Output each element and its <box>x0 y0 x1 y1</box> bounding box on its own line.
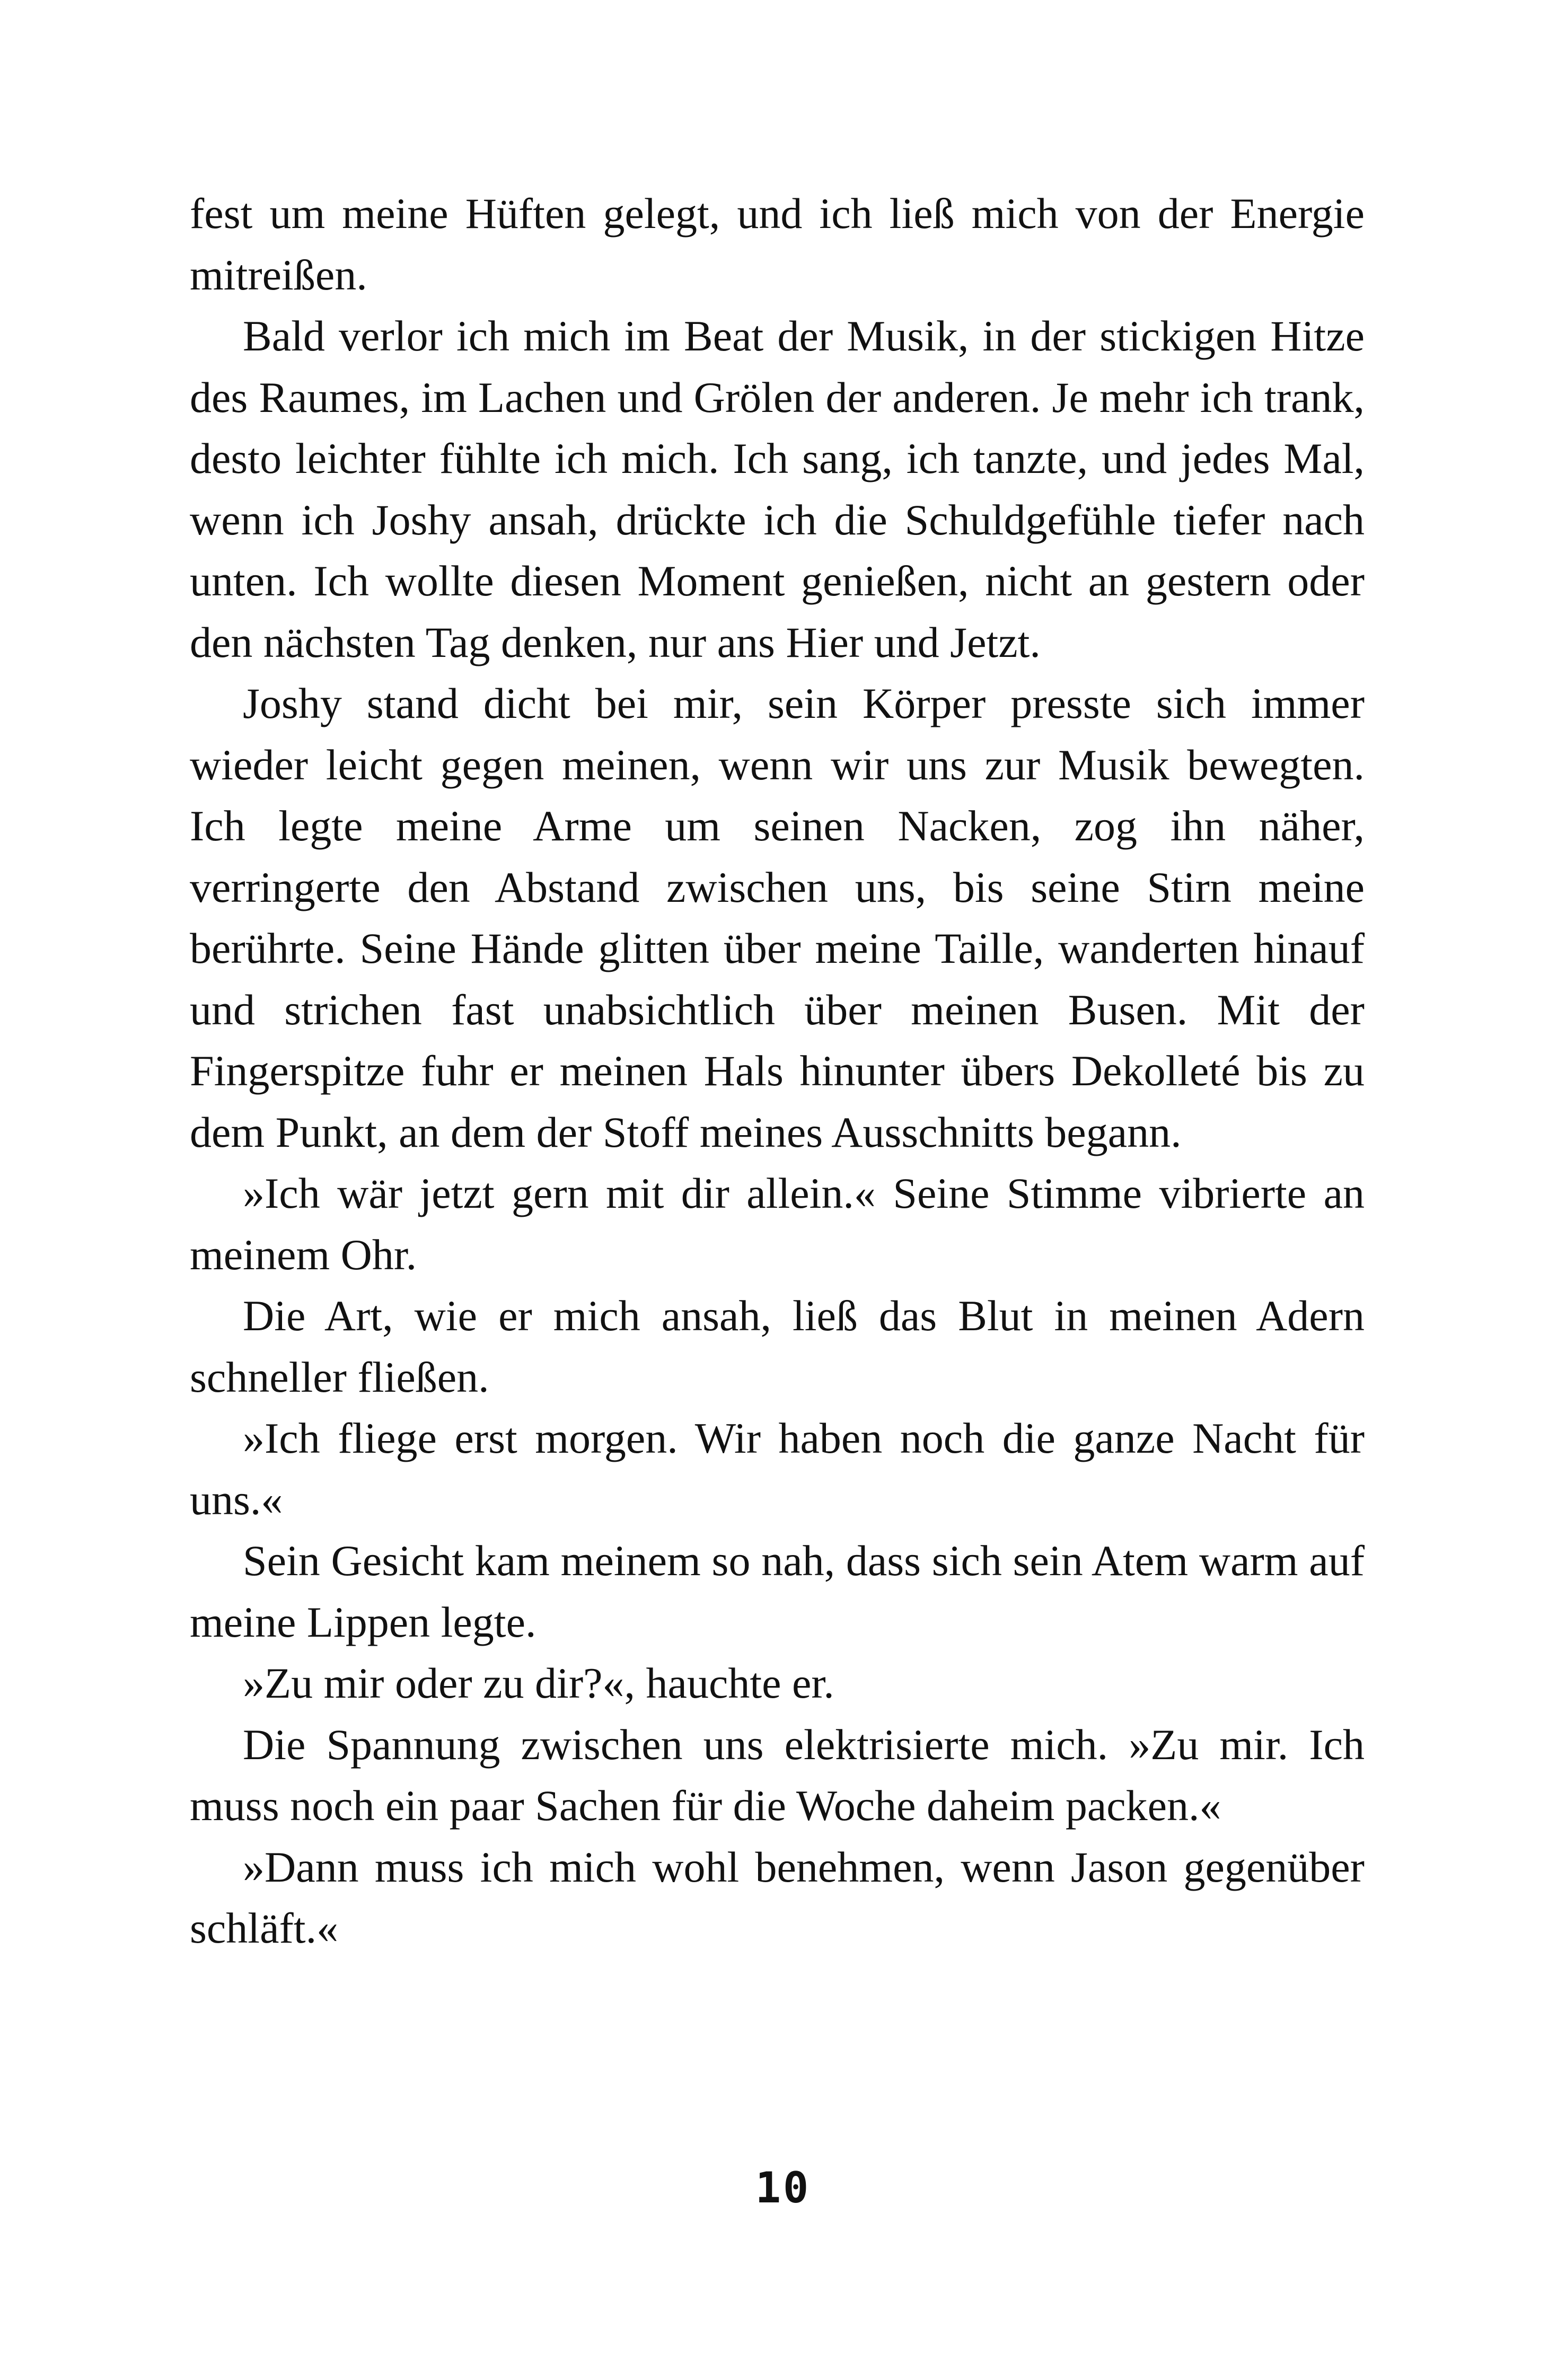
paragraph: Die Spannung zwischen uns elektrisierte mich. »Zu mir. Ich muss noch ein paar Sachen für die Woche daheim packen.« <box>190 1720 1365 1830</box>
page-number: 10 <box>755 2163 811 2212</box>
paragraph: Die Art, wie er mich ansah, ließ das Blut in meinen Adern schneller fließen. <box>190 1292 1365 1401</box>
paragraph: »Dann muss ich mich wohl benehmen, wenn Jason gegenüber schläft.« <box>190 1842 1365 1952</box>
paragraph: Bald verlor ich mich im Beat der Musik, in der stickigen Hitze des Raumes, im Lachen und Grölen der anderen. Je mehr ich trank, desto leichter fühlte ich mich. Ich sang, ich tanzte, und jedes Mal, wenn ich Joshy ansah, drückte ich die Schuldgefühle tiefer nach unten. Ich wollte diesen Moment genießen, nicht an gestern oder den nächsten Tag denken, nur ans Hier und Jetzt. <box>190 312 1365 666</box>
paragraph: »Ich wär jetzt gern mit dir allein.« Seine Stimme vibrierte an meinem Ohr. <box>190 1169 1365 1279</box>
paragraph: »Zu mir oder zu dir?«, hauchte er. <box>243 1659 834 1707</box>
paragraph-continued: fest um meine Hüften gelegt, und ich ließ mich von der Energie mitreißen. <box>190 189 1365 299</box>
paragraph: »Ich fliege erst morgen. Wir haben noch die ganze Nacht für uns.« <box>190 1414 1365 1524</box>
paragraph: Joshy stand dicht bei mir, sein Körper presste sich immer wieder leicht gegen meinen, wenn wir uns zur Musik bewegten. Ich legte meine Arme um seinen Nacken, zog ihn näher, verringerte den Abstand zwischen uns, bis seine Stirn meine berührte. Seine Hände glitten über meine Taille, wanderten hinauf und strichen fast unabsichtlich über meinen Busen. Mit der Fingerspitze fuhr er meinen Hals hinunter übers Dekolleté bis zu dem Punkt, an dem der Stoff meines Ausschnitts begann. <box>190 679 1365 1156</box>
paragraph: Sein Gesicht kam meinem so nah, dass sich sein Atem warm auf meine Lippen legte. <box>190 1536 1365 1646</box>
body-text <box>190 183 1365 1959</box>
